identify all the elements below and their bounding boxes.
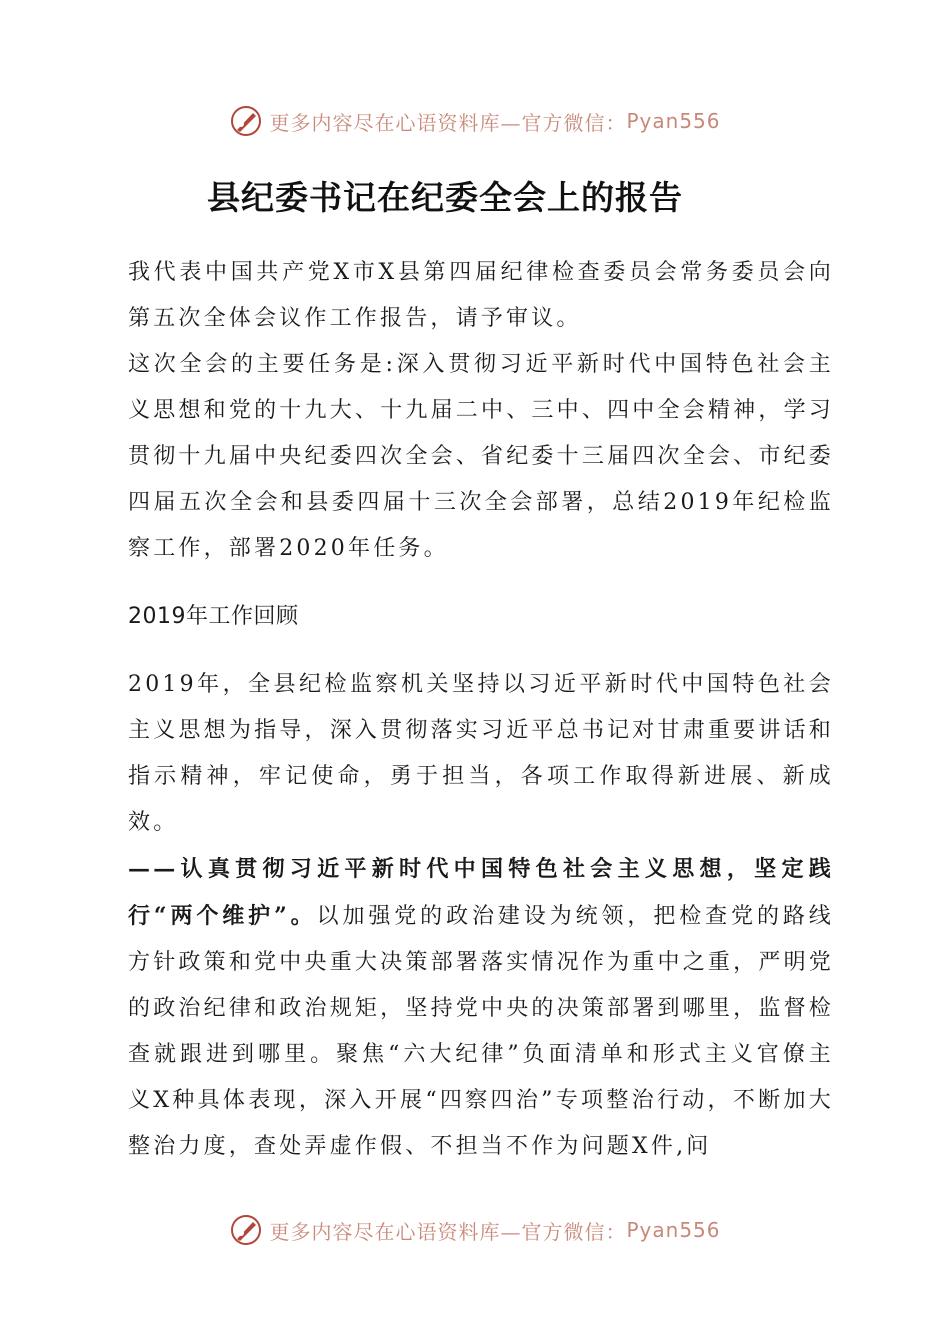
pen-logo-icon [229,104,263,138]
paragraph-review: 2019年，全县纪检监察机关坚持以习近平新时代中国特色社会主义思想为指导，深入贯彻落实习近平总书记对甘肃重要讲话和指示精神，牢记使命，勇于担当，各项工作取得新进展、新成效。 [128,672,834,835]
watermark-header [0,104,950,138]
paragraph-political [128,846,834,1170]
watermark-wechat-id: Pyan556 [626,109,721,133]
paragraph-intro: 我代表中国共产党X市X县第四届纪律检查委员会常务委员会向第五次全体会议作工作报告，请予审议。 [128,260,834,331]
watermark-footer [0,1213,950,1247]
section-heading: 2019年工作回顾 [128,604,299,629]
watermark-text: 更多内容尽在心语资料库—官方微信： [269,1219,627,1244]
paragraph-political-body: 以加强党的政治建设为统领，把检查党的路线方针政策和党中央重大决策部署落实情况作为重中之重，严明党的政治纪律和政治规矩，坚持党中央的决策部署到哪里，监督检查就跟进到哪里。聚焦“六大纪律”负面清单和形式主义官僚主义X种具体表现，深入开展“四察四治”专项整治行动，不断加大整治力度，查处弄虚作假、不担当不作为问题X件,问 [128,904,834,1159]
paragraph-tasks: 这次全会的主要任务是:深入贯彻习近平新时代中国特色社会主义思想和党的十九大、十九届二中、三中、四中全会精神，学习贯彻十九届中央纪委四次全会、省纪委十三届四次全会、市纪委四届五次全会和县委四届十三次全会部署，总结2019年纪检监察工作，部署2020年任务。 [128,352,834,561]
document-title: 县纪委书记在纪委全会上的报告 [207,178,683,217]
watermark-text: 更多内容尽在心语资料库—官方微信： [269,110,627,135]
bold-lead: ——认真贯彻习近平新时代中国特色社会主义思想，坚定践行“两个维护”。 [128,856,834,929]
watermark-wechat-id: Pyan556 [626,1218,721,1242]
document-body [128,250,834,1170]
pen-logo-icon [229,1213,263,1247]
